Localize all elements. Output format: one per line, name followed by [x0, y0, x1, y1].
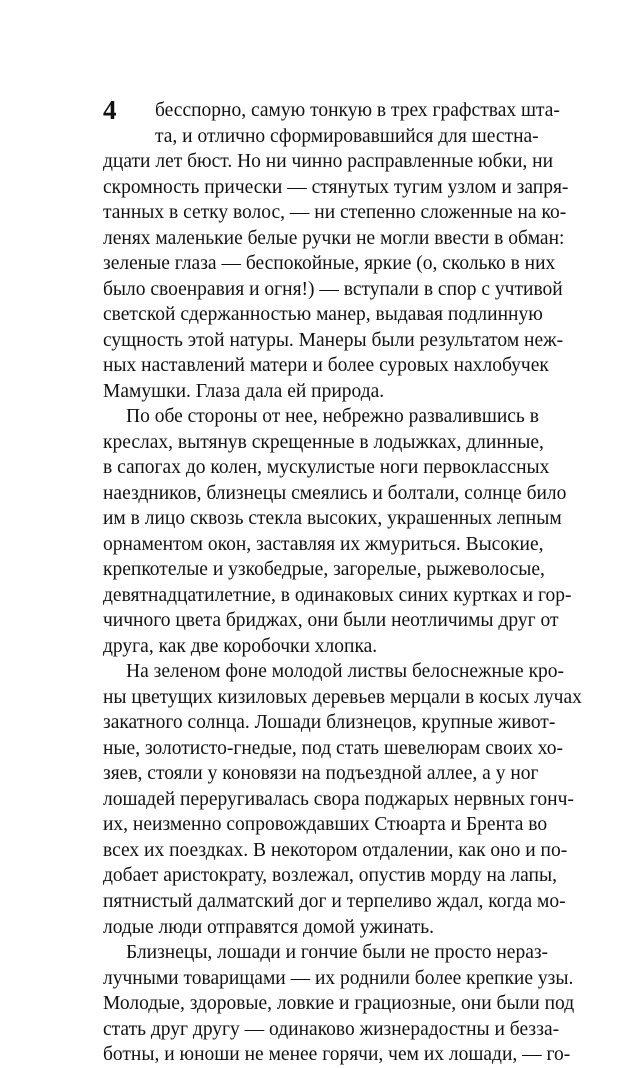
text-line: пятнистый далматский дог и терпеливо ждал, когда мо-	[103, 890, 566, 912]
text-line: та, и отлично сформировавшийся для шестна-	[155, 125, 539, 147]
text-line: закатного солнца. Лошади близнецов, крупные живот-	[103, 712, 556, 734]
text-line: бесспорно, самую тонкую в трех графствах шта-	[155, 100, 560, 121]
text-line: По обе стороны от нее, небрежно развалившись в	[126, 406, 539, 428]
text-line: дцати лет бюст. Но ни чинно расправленные юбки, ни	[103, 151, 554, 173]
text-line: добает аристократу, возлежал, опустив морду на лапы,	[103, 865, 557, 887]
text-line: их, неизменно сопровождавших Стюарта и Брента во	[103, 814, 548, 836]
text-line: ные, золотисто-гнедые, под стать шевелюрам своих хо-	[103, 737, 564, 759]
text-line: ботны, и юноши не менее горячи, чем их лошади, — го-	[103, 1044, 571, 1066]
text-line: креслах, вытянув скрещенные в лодыжках, длинные,	[103, 431, 544, 453]
text-line: зеленые глаза — беспокойные, яркие (о, сколько в них	[103, 253, 556, 275]
text-line: было своенравия и огня!) — вступали в спор с учтивой	[103, 278, 563, 300]
text-line: им в лицо сквозь стекла высоких, украшенных лепным	[103, 508, 562, 530]
text-line: светской сдержанностью манер, выдавая подлинную	[103, 304, 543, 326]
body-text	[103, 95, 582, 1068]
text-line: друга, как две коробочки хлопка.	[103, 635, 378, 657]
page-number: 4	[103, 95, 117, 125]
text-line: Мамушки. Глаза дала ей природа.	[103, 380, 385, 402]
text-line: стать друг другу — одинаково жизнерадостны и безза-	[103, 1018, 560, 1040]
text-line: всех их поездках. В некотором отдалении, как оно и по-	[103, 839, 568, 861]
text-line: скромность прически — стянутых тугим узлом и запря-	[103, 176, 569, 198]
text-line: сущность этой натуры. Манеры были результатом неж-	[103, 329, 564, 351]
text-line: зяев, стояли у коновязи на подъездной аллее, а у ног	[103, 763, 539, 785]
text-line: орнаментом окон, заставляя их жмуриться. Высокие,	[103, 533, 544, 555]
text-line: лодые люди отправятся домой ужинать.	[103, 916, 435, 938]
text-line: ленях маленькие белые ручки не могли ввести в обман:	[103, 227, 565, 249]
text-line: На зеленом фоне молодой листвы белоснежные кро-	[126, 661, 565, 683]
text-line: лучными товарищами — их роднили более крепкие узы.	[103, 967, 574, 989]
text-line: лошадей переругивалась свора поджарых нервных гонч-	[103, 788, 574, 810]
text-line: в сапогах до колен, мускулистые ноги первоклассных	[103, 457, 550, 479]
text-line: ных наставлений матери и более суровых нахлобучек	[103, 355, 549, 377]
text-line: крепкотелые и узкобедрые, загорелые, рыжеволосые,	[103, 559, 545, 581]
text-line: наездников, близнецы смеялись и болтали, солнце било	[103, 482, 567, 504]
text-line: танных в сетку волос, — ни степенно сложенные на ко-	[103, 202, 567, 224]
text-line: Близнецы, лошади и гончие были не просто нераз-	[126, 942, 549, 964]
text-line: чичного цвета бриджах, они были неотличимы друг от	[103, 610, 559, 632]
text-line: девятнадцатилетние, в одинаковых синих куртках и гор-	[103, 584, 572, 606]
text-line: ны цветущих кизиловых деревьев мерцали в косых лучах	[103, 686, 582, 708]
text-line: Молодые, здоровые, ловкие и грациозные, они были под	[103, 993, 575, 1015]
